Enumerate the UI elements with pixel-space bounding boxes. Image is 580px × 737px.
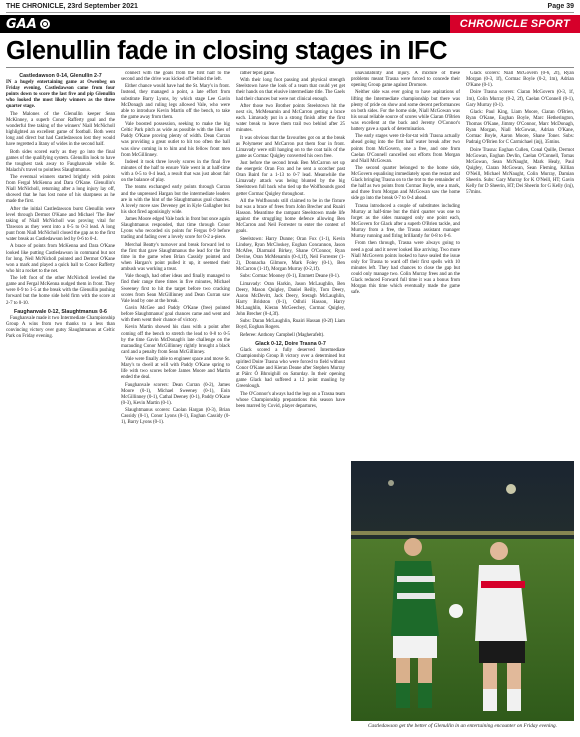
paragraph: James Moore edged Vale back in front but once again Slaughtmanus responded, that time through Conor Lyons who recorded six points for Fergus 0-9 before trading and fading over a lovely score for 0-2 a-piece. <box>121 217 230 241</box>
paragraph: All the Wolfhounds still claimed to be in the fixture but was a brace of frees from John Brecher and Ruairi Hasson. Meantime the rampant Steelstown made life against the struggling home defence allowing Ben McCarron and Neil Forrester to enter the contest of goals. <box>236 198 345 235</box>
match-subheading: Faughanvale 0-12, Slaughtmanus 0-6 <box>13 308 108 315</box>
team-lineup: Limavady: Oran Harkin, Jason McLaughlin, Ben Deery, Mason Quigley, Daniel Reilly, Tom Deery, Aaron McDevitt, Jack Deery, Steragh McLaughlin, Harry Bridston (0-1), Odhrii Hasson, Harry McLaughlin, Kieran McGeechey, Cormac Quigley, John Brecher (0-4,3f). <box>236 281 345 318</box>
paragraph: The early stages were tit-for-tat with Trasna actually ahead going into the first half water break after two points from McGovern, one a free, and one from Caelan O'Connell cancelled out efforts from Morgan and Niall McGowan. <box>351 134 460 164</box>
header-rule <box>6 12 574 13</box>
paragraph: rather tepid game. <box>240 71 276 76</box>
paragraph: Merchal Beatty's turnover and break forward led to the first that gave Slaughtmanus the lead for the first time in the game when Brian Cassidy pointed and when Hargan's point pulled it up, it seemed their ambush was working a treat. <box>121 242 230 273</box>
paragraph: The O'Connor's always had the legs on a Trasna team whose Championship preparations this season have been marred by Covid, player departures, <box>236 391 345 409</box>
paragraph: From then through, Trasna were always going to need a goal and it never looked like arriving. Two more Niall McGovern points looked to have sealed the issue only for Trasna to ward off their first spells with 10 minutes left. They had chances to close the gap but could only manage two. Colin Murray frees and an the Glack reduced Forward full time it was a bonus from Morgan this time which eventually made the game safe. <box>351 241 460 296</box>
paragraph: Vale boosted possession, seeking to make the big Celtic Park pitch as wide as possible with the likes of Paddy O'Kane proving plenty of width. Dean Curran was providing a great outlet to hit too often the ball was slow coming in to him and his fellow front men from McGillinney. <box>121 122 230 158</box>
paragraph: Faughanvale made it two Intermediate Championship Group A wins from two thanks to a less than convincing victory over gutsy Slaughtmanus at Celtic Park on Friday evening. <box>6 315 115 339</box>
match-subheading: Castledawson 0-14, Glenullin 2-7 <box>19 73 102 79</box>
lead-paragraph: IN a hugely entertaining game at Owenbeg on Friday evening, Castledawson came from four points down to score the last five and pip Glenullin who looked the most likely winners as the three quarter stage. <box>6 80 115 110</box>
team-scorers: Slaughtmanus scorers: Caolan Hargan (0-3), Brian Cassidy (0-1), Conor Lyons (0-1), Eoghan Cassidy (0-1), Barry Lyons (0-1). <box>121 408 230 426</box>
paragraph: Both sides scored early as they go into the final games of the qualifying system. Glenullin look to have the toughest task away to Faughanvale while St. Malachi's travel to pointless Slaughtmanus. <box>6 149 115 173</box>
paragraph: Vale though, had other ideas and finally managed to find their range three times in five minutes, Michael Sweeney first to hit the target before two cracking scores from Sean McGillinney and Dean Curran saw Vale lead by one at the break. <box>121 274 230 304</box>
paragraph: The eventual winners started brightly with points from Fergal McKenna and Dara O'Kane. Glenullin's Niall McNicholl, returning after a long injury lay off, showed that he has lost none of his sharpness as he made the first. <box>6 175 115 205</box>
team-subs: Subs: Daran McLaughlin, Ruairi Hassan (0-2f) Liam Boyd, Eoghan Rogers. <box>236 319 345 331</box>
publication-date: THE CHRONICLE, 23rd September 2021 <box>6 3 138 10</box>
article-column-4 <box>351 71 460 458</box>
page-header <box>0 0 580 13</box>
article-column-5 <box>466 71 574 458</box>
team-lineup: Steelstown: Harry Dunne; Oran Fox (1-1), Kevin Lindsey, Ryan McCloskey, Eoghan Concannon, Jason McAfee, Diarmaid Birkey, Shane O'Connor, Ryan Devine, Oran McMenamin (0-4,1f), Neil Forrester (1-2), Donnacha Gilmore, Mark Foley (0-1), Ben McCarron (1-1f), Morgan Murray (0-2,1f). <box>236 236 345 273</box>
referee: Referee: Anthony Campbell (Magherafelt). <box>240 332 325 338</box>
team-scorers: Faughanvale scorers: Dean Curran (0-2), James Moore (0-1), Michael Sweeney (0-1), Eoin McGillinney (0-1), Cathal Deeney (0-1), Paddy O'Kane (0-3), Kevin Martin (0-1). <box>121 382 230 406</box>
paragraph: unavailability and injury. A mixture of these problems meant Trasna were forced to concede their opening Group game against Dromore. <box>351 71 460 89</box>
paragraph: Kevin Martin showed his class with a point after coming off the bench to stretch the lead to 0-8 to 0-5 by the time Gavin McDonagh's late challenge on the marauding Conor McGillinney rightly brought a black card and a penalty from Sean McGillinney. <box>121 325 230 355</box>
headline: Glenullin fade in closing stages in IFC <box>6 37 447 65</box>
headline-rule <box>6 67 574 68</box>
paragraph: It was obvious that the favourites got on at the break as Polymeter and McCarron put them four in front. Limavady were still hanging on to the coat tails of the game as Cormac Quigley converted his own free. <box>236 135 345 159</box>
article-column-3 <box>236 71 345 733</box>
team-subs: Subs: Cormac Mooney (0-1), Emmett Deane (0-1). <box>240 274 340 280</box>
paragraph: The Malones of the Glenullin keeper Sean McKinney, a superb Conor Rafferty goal and the wonderful free taking of the winners' Niall McNicholl highlighted an excellent game of football. Both went long and direct but had Castledawson lost they would have regretted a litany of wides in the second half. <box>6 111 115 148</box>
paragraph: The left foot of the other McNicholl levelled the game and Fergal McKenna nudged them in front. They were 0-9 to 1-5 at the break with the Glenullin pushing forward but the home side held firm with the score at 2-7 to 0-10. <box>6 276 115 306</box>
paragraph: Trasna introduced a couple of substitutes including Murray at half-time but the third quarter was one to forget as the sides managed only one point each, McGovern for Glack after a superb O'Brien tackle, and Murray from a free, the Trasna assistant manager Murray running and firing brilliantly for 0-8 to 0-6. <box>351 203 460 240</box>
paragraph: Gavin McGee and Paddy O'Kane (free) pointed before Slaughtmanus' goal chances came and went and with them went their chance of victory. <box>121 305 230 324</box>
page-number: Page 39 <box>547 3 574 10</box>
team-lineup: Doire Trasna: Eoghan Cullen, Conal Quille, Dermot McGowan, Eoghan Devlin, Caelan O'Connell, Tomas McGowan, Sean McNaught, Mark Healy, Paul Quigley, Ciaran McGowan, Sean Fleming, Killian O'Neill, Michael McNaught, Colin Murray, Damian Sheerin. Subs: Gary Murray for K O'Neill, HT; Gavin Kelly for D Sheerin, HT; Dei Sheerin for G Kelly (inj), 57mins. <box>466 147 574 196</box>
ball <box>449 604 463 618</box>
paragraph: The second quarter belonged to the home side, McGovern equalising immediately upon the restart and Glack bringing Trasna on to the trot to the remainder of the half as two points from Cormac Boyle, one a mark, and three from Morgan and McGowan saw the home side go into the break 0-7 to 0-4 ahead. <box>351 165 460 202</box>
paragraph: After the initial Castledawson burst Glenullin were level through Dermot O'Kane and Michael 'The Bee' taking of Niall McNicholl was proving vital for 'Dawson as they went into a 0-5 to 0-3 lead. A long punt from Niall McNicholl closed the gap as to the first water break as Castledawson led by 0-6 to 0-4. <box>6 206 115 243</box>
paragraph: Glack scored a fully deserved Intermediate Championship Group B victory over a determined but spirited Doire Trasna who were forced to field without Conor O'Kane and Kieran Deane after Stephen Murray at Páirc Ó Bhroighill on Saturday. In their opening game Glack had suffered a 12 point mauling by Greenlough. <box>236 347 345 390</box>
section-bar <box>0 15 580 33</box>
match-photo-image <box>351 461 574 721</box>
team-scorers: Doire Trasna scorers: Ciaran McGovern (0-3, 1f, 1m), Colin Murray (0-2, 2f), Caelan O'Connell (0-1), Gary Murray (0-1). <box>466 90 574 108</box>
article-column-1 <box>6 71 115 733</box>
paragraph: A brace of points from McKenna and Dara O'Kane looked like putting Castledawson in command but not for long. Neil McNicholl pointed and Dermot O'Kane won a mark and played a quick ball to Conor Rafferty who hit a rocket to the net. <box>6 244 115 274</box>
match-photo <box>351 461 574 721</box>
paragraph: With their long foot passing and physical strength Steelstown have the look of a team that could yet get their hands on that elusive intermediate title. The Gaels had their chances but were not clinical enough. <box>236 78 345 102</box>
paragraph: The teams exchanged early points through Curran and the unpressed Hargan but the intermediate leaders are in with the hint of the Slaughtmanus goal chances. A lovely move saw Deveney get in Kyle Gallagher but his shot fired agonisingly wide. <box>121 185 230 215</box>
chronicle-sport-logo: CHRONICLE SPORT <box>450 15 580 33</box>
paragraph: connect with the goals from the first half to the second and the drive was kicked off behind the left. <box>121 71 230 83</box>
paragraph: Neither side was ever going to have aspirations of lifting the Intermediate championship but there was plenty of pride on show and some decent performances on both sides. For the home side, Niall McGowan was his usual reliable source of scores while Ciaran O'Brien was excellent at the back and Jeremy O'Connor's battery gave a spark of determination. <box>351 90 460 133</box>
paragraph: Just before the second break Ben McCarron set up the energetic Oran Fox and he sent a scorcher past Oran Baird for a 1-13 to 0-7 lead. Meanwhile the Limavady attack was being blunted by the big Steelstown full back who tied up the Wolfhounds good getter Cormac Quigley throughout. <box>236 161 345 197</box>
paragraph: Indeed it took three lovely scores in the final five minutes of the half to ensure Vale went in at half-time with a 0-5 to 0-4 lead, a result that was just about fair on the balance of play. <box>121 159 230 184</box>
paragraph: Either chance would have had the St. Mary's in front. Instead, they managed a point, a late effort from substitute Barry Lyons, by which stage Lee Gavin McDonagh and ruling legs allowed Vale, who were able to introduce Kevin Martin off the bench, to take the game away from them. <box>121 84 230 120</box>
team-lineup: Glack: Paul King, Liam Moore, Ciaran O'Brien, Ryan O'Kane, Eoghan Boyle, Marc Hetherington, Thomas O'Kane, Jimmy O'Connor, Marc McDonagh, Ryan Morgan, Niall McGowan, Adrian O'Kane, Cormac Boyle, Aaron Moore, Shane Toner. Subs: Padraig O'Brien for C Carmichael (inj), 35mins. <box>466 109 574 146</box>
team-scorers: Glack scorers: Niall McGovern (0-6, 2f), Ryan Morgan (0-3, 1f), Cormac Boyle (0-2, 1m), Adrian O'Kane (0-1). <box>466 71 574 89</box>
paragraph: After those two Brother points Steelstown hit the next six, McMenamin and McCarron getting a brace each. Limavady put in a strong finish after the first water break to leave them trail two behind after 25 minutes. <box>236 103 345 134</box>
photo-caption: Castledawson get the better of Glenullin in an entertaining encounter on Friday evening. <box>367 723 558 729</box>
gaa-section-tag: GAA <box>0 17 50 32</box>
article-column-2 <box>121 71 230 733</box>
paragraph: Vale were finally able to engineer space and move St. Mary's to dwell at will with Paddy O'Kane spring to life with two scores before James Moore and Martin ended the deal. <box>121 357 230 381</box>
match-subheading: Glack 0-12, Doire Trasna 0-7 <box>255 340 326 347</box>
football-icon <box>40 19 50 29</box>
